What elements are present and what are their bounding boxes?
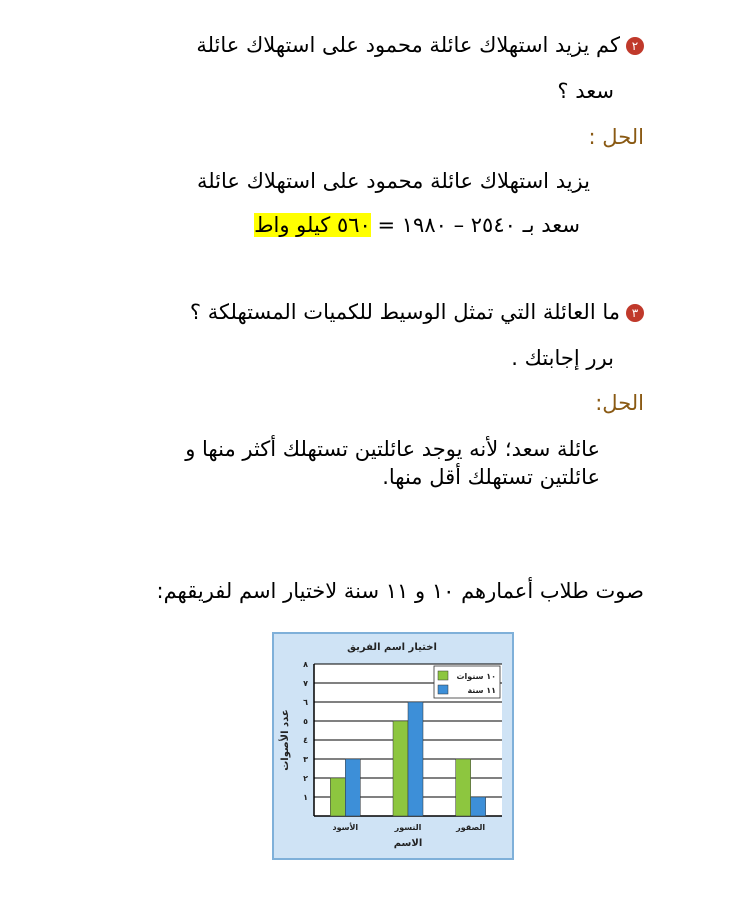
legend-label: ١١ سنة bbox=[467, 686, 496, 695]
solution-3-label: الحل: bbox=[595, 391, 644, 415]
y-tick-label: ٦ bbox=[303, 698, 308, 707]
highlighted-answer: ٥٦٠ كيلو واط bbox=[254, 213, 371, 237]
x-tick-label: النسور bbox=[394, 823, 422, 832]
solution-2-line-2 bbox=[254, 210, 580, 240]
bar-age-11 bbox=[345, 759, 360, 816]
question-number-badge: ٣ bbox=[626, 304, 644, 322]
bar-age-11 bbox=[471, 797, 486, 816]
calculation-text: سعد بـ ٢٥٤٠ – ١٩٨٠ = bbox=[370, 213, 580, 237]
solution-3-line-1: عائلة سعد؛ لأنه يوجد عائلتين تستهلك أكثر منها و bbox=[185, 437, 600, 461]
y-axis-label: عدد الأصوات bbox=[280, 709, 291, 771]
bar-age-11 bbox=[408, 702, 423, 816]
question-2-line-2: سعد ؟ bbox=[557, 79, 614, 103]
chart-title: اختيار اسم الفريق bbox=[347, 642, 437, 653]
x-tick-label: الأسود bbox=[332, 823, 359, 832]
y-tick-label: ٨ bbox=[303, 660, 308, 669]
y-tick-label: ٢ bbox=[303, 774, 308, 783]
question-3-text: ما العائلة التي تمثل الوسيط للكميات المستهلكة ؟ bbox=[189, 300, 620, 324]
bar-age-10 bbox=[330, 778, 345, 816]
x-tick-label: الصقور bbox=[456, 823, 486, 832]
x-axis-label: الاسم bbox=[393, 838, 423, 849]
legend-label: ١٠ سنوات bbox=[456, 672, 496, 681]
chart-intro-text: صوت طلاب أعمارهم ١٠ و ١١ سنة لاختيار اسم لفريقهم: bbox=[156, 579, 644, 603]
bar-chart-svg bbox=[274, 634, 512, 858]
bar-chart bbox=[272, 632, 514, 860]
chart-legend bbox=[434, 666, 500, 698]
y-tick-label: ٤ bbox=[303, 736, 308, 745]
question-3-line-1 bbox=[190, 297, 644, 327]
bar-age-10 bbox=[393, 721, 408, 816]
y-tick-label: ٧ bbox=[303, 679, 308, 688]
question-number-badge: ٢ bbox=[626, 37, 644, 55]
solution-2-label: الحل : bbox=[588, 125, 644, 149]
legend-swatch bbox=[438, 671, 448, 680]
question-2-text: كم يزيد استهلاك عائلة محمود على استهلاك عائلة bbox=[196, 33, 620, 57]
question-3-line-2: برر إجابتك . bbox=[511, 346, 614, 370]
solution-3-line-2: عائلتين تستهلك أقل منها. bbox=[382, 465, 600, 489]
y-tick-label: ٣ bbox=[303, 755, 308, 764]
bar-age-10 bbox=[456, 759, 471, 816]
legend-swatch bbox=[438, 685, 448, 694]
solution-2-line-1: يزيد استهلاك عائلة محمود على استهلاك عائلة bbox=[196, 169, 590, 193]
y-tick-label: ٥ bbox=[303, 717, 308, 726]
y-tick-label: ١ bbox=[303, 793, 308, 802]
question-2-line-1 bbox=[196, 30, 644, 60]
